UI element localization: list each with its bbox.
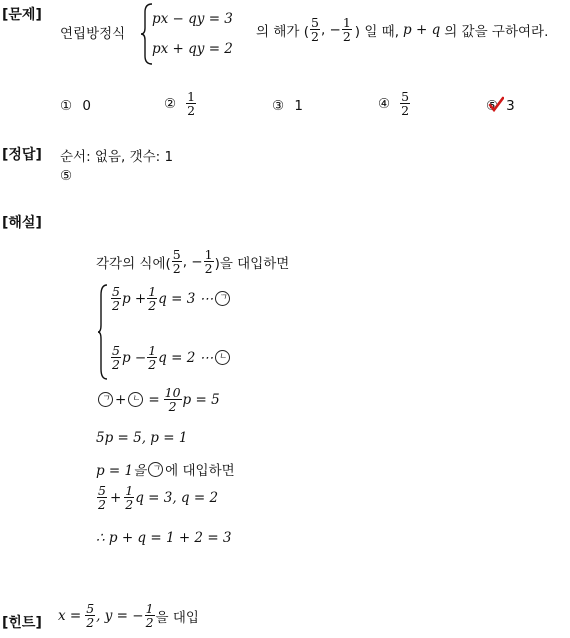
answer-value: ⑤ [60, 168, 73, 184]
choice-1-value: 0 [82, 98, 91, 114]
choice-2-mark: ② [164, 95, 177, 112]
condition-text-1: 의 해가 ( [256, 23, 309, 40]
explanation-heading: [해설] [2, 215, 42, 231]
label-a-circle: ㄱ [215, 291, 230, 306]
condition-text-2: ) 일 때, [354, 23, 400, 40]
sum-tail: p = 5 [182, 391, 220, 408]
choice-3-mark: ③ [272, 98, 285, 114]
choice-1-mark: ① [60, 98, 73, 114]
explanation-y-fraction: $\frac{1}{2}$ [204, 247, 213, 276]
line-5-start: p = 1을 [96, 463, 147, 479]
choice-3-value: 1 [294, 98, 303, 114]
line-6-frac-a: $\frac{5}{2}$ [98, 483, 106, 512]
hint-text [58, 602, 199, 629]
explanation-x-fraction: $\frac{5}{2}$ [172, 247, 181, 276]
sys1-frac-b: $\frac{1}{2}$ [148, 284, 157, 313]
sys2-frac-b: $\frac{1}{2}$ [148, 343, 157, 372]
explanation-line-1-end: )을 대입하면 [214, 255, 290, 272]
hint-y-fraction: $\frac{1}{2}$ [145, 601, 154, 630]
sum-label-a: ㄱ [98, 392, 113, 407]
hint-heading: [힌트] [2, 615, 42, 631]
explanation-line-1-start: 각각의 식에( [96, 255, 171, 272]
equation-1: px − qy = 3 [152, 11, 233, 27]
hint-x-fraction: $\frac{5}{2}$ [86, 601, 95, 630]
equation-2: px + qy = 2 [152, 41, 233, 57]
choice-2-fraction: $\frac{1}{2}$ [187, 89, 196, 118]
explanation-sum: ㄱ + ㄴ = $\frac{10}{2}$ p = 5 [96, 386, 220, 413]
line-5-label-a: ㄱ [148, 462, 163, 477]
explanation-line-1 [96, 248, 289, 275]
choice-2[interactable] [164, 90, 197, 117]
choice-1[interactable] [60, 98, 91, 114]
explanation-system-eq-1: $\frac{5}{2}$ p + $\frac{1}{2}$ q = 3 ⋯ ㄱ [110, 285, 232, 312]
choice-4-fraction: $\frac{5}{2}$ [401, 89, 410, 118]
explanation-line-4: 5p = 5, p = 1 [96, 430, 188, 446]
choice-3[interactable] [272, 98, 303, 114]
condition-text-3: 의 값을 구하여라. [444, 23, 549, 40]
choice-5-mark: ⑤ [486, 98, 499, 114]
hint-middle: , y = − [96, 607, 144, 624]
sys2-frac-a: $\frac{5}{2}$ [112, 343, 120, 372]
choice-5-value: 3 [506, 98, 515, 114]
target-expression: p + q [403, 21, 441, 38]
problem-heading: [문제] [2, 7, 42, 23]
answer-meta: 순서: 없음, 갯수: 1 [60, 149, 174, 165]
explanation-line-6: $\frac{5}{2}$ + $\frac{1}{2}$ q = 3, q = 2 [98, 483, 219, 512]
hint-start: x = [58, 607, 82, 624]
sys1-frac-a: $\frac{5}{2}$ [112, 284, 120, 313]
answer-heading: [정답] [2, 147, 42, 163]
line-6-frac-b: $\frac{1}{2}$ [125, 483, 134, 512]
sys2-tail: q = 2 ⋯ [158, 349, 214, 366]
sum-equals: = [148, 391, 160, 408]
line-6-tail: q = 3, q = 2 [135, 489, 219, 506]
checkmark-icon [488, 96, 504, 112]
choice-5[interactable] [486, 98, 515, 114]
sum-fraction: $\frac{10}{2}$ [164, 385, 181, 414]
point-y-fraction: $\frac{1}{2}$ [342, 15, 351, 44]
label-b-circle: ㄴ [215, 350, 230, 365]
problem-lead: 연립방정식 [60, 26, 126, 42]
hint-end: 을 대입 [155, 609, 199, 626]
line-5-end: 에 대입하면 [165, 463, 235, 479]
choice-4[interactable] [378, 90, 411, 117]
choice-4-mark: ④ [378, 95, 391, 112]
point-x-fraction: $\frac{5}{2}$ [310, 15, 319, 44]
sys1-tail: q = 3 ⋯ [158, 290, 214, 307]
explanation-system-eq-2: $\frac{5}{2}$ p − $\frac{1}{2}$ q = 2 ⋯ ㄴ [110, 344, 232, 371]
explanation-conclusion: ∴ p + q = 1 + 2 = 3 [96, 530, 232, 546]
sum-label-b: ㄴ [128, 392, 143, 407]
explanation-separator: , − [182, 253, 203, 270]
problem-condition [256, 16, 548, 43]
explanation-line-5 [96, 459, 235, 479]
explanation-system-brace [97, 283, 109, 381]
point-separator: , − [320, 21, 341, 38]
